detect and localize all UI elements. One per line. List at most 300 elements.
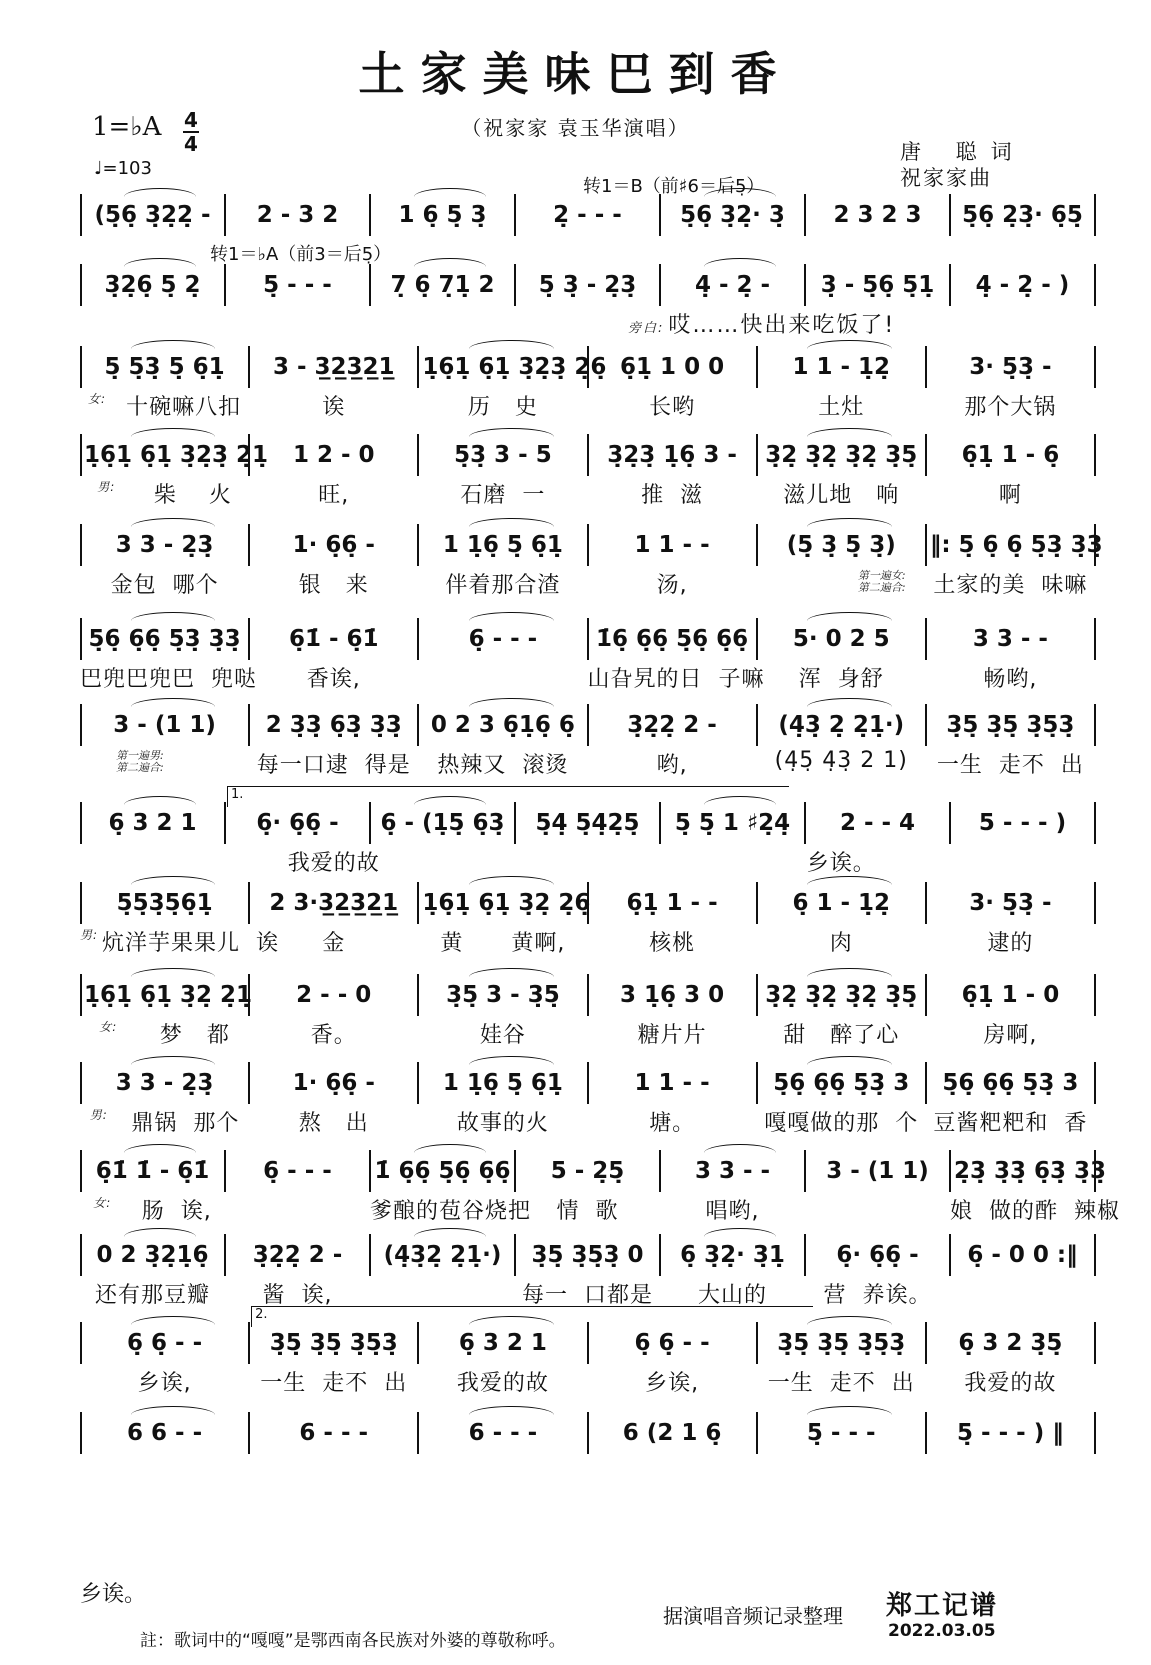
lyric-text: 汤, bbox=[656, 573, 688, 598]
lyric-text: 熬 出 bbox=[298, 1111, 369, 1136]
measure: (5̣6̣ 3̣2̣2̣ - bbox=[94, 202, 211, 228]
measure: 3 - 3̲2̲3̲2̲1̲ bbox=[272, 354, 395, 380]
lyric-segment bbox=[225, 1278, 370, 1309]
barline bbox=[224, 1150, 226, 1192]
measure: 0 2 3̣2̣1̣6̣ bbox=[96, 1242, 209, 1268]
volta-bracket: 2. bbox=[251, 1306, 813, 1327]
lyric-text: 肠 诶, bbox=[141, 1199, 212, 1224]
barline bbox=[659, 194, 661, 236]
lyric-segment bbox=[660, 1194, 805, 1225]
lyric-segment bbox=[757, 390, 926, 421]
lyric-segment bbox=[926, 748, 1095, 779]
singer-role: 男: bbox=[97, 480, 116, 494]
barline bbox=[514, 802, 516, 844]
measure: 6̣ 1 - 1̣2̣ bbox=[792, 890, 891, 916]
singer-role: 女: bbox=[88, 392, 107, 406]
barline bbox=[417, 882, 419, 924]
barline bbox=[925, 974, 927, 1016]
barline bbox=[804, 802, 806, 844]
measure: 5̣ 3̣ - 2̣3̣ bbox=[538, 272, 637, 298]
measure: 3̣5̣ 3̣5̣ 3̣5̣3̣ bbox=[777, 1330, 906, 1356]
barline bbox=[80, 1322, 82, 1364]
barline bbox=[248, 618, 250, 660]
lyric-segment bbox=[80, 1366, 249, 1397]
lyric-segment bbox=[757, 478, 926, 509]
measure: 2 3 2 3 bbox=[833, 202, 922, 228]
singer-role: 女: bbox=[93, 1196, 112, 1210]
lyric-segment bbox=[926, 1018, 1095, 1049]
measure: 3̣ - 5̣6̣ 5̣1̣ bbox=[820, 272, 935, 298]
barline bbox=[80, 264, 82, 306]
notes-line bbox=[80, 880, 1095, 926]
source-note: 据演唱音频记录整理 bbox=[663, 1604, 843, 1628]
slur-mark bbox=[131, 876, 216, 885]
slur-mark bbox=[469, 968, 554, 977]
barline bbox=[1094, 1412, 1096, 1454]
slur-mark bbox=[131, 968, 216, 977]
barline bbox=[80, 704, 82, 746]
measure: 5̣ - - - ) ‖ bbox=[957, 1420, 1064, 1446]
transcription-date: 2022.03.05 bbox=[888, 1621, 996, 1641]
measure: 2 - - 4 bbox=[839, 810, 916, 836]
measure: 6̣ 3 2 1 bbox=[458, 1330, 547, 1356]
barline bbox=[756, 434, 758, 476]
key-signature: 1=♭A bbox=[92, 112, 162, 142]
lyric-text: 伴着那合渣 bbox=[445, 573, 561, 598]
measure: 1̣6̣1̣ 6̣1̣ 3̣2̣ 2̣1̣ bbox=[84, 982, 253, 1008]
lyric-segment bbox=[80, 1194, 225, 1225]
lyric-text: 我爱的故 bbox=[287, 851, 380, 876]
notes-line bbox=[80, 972, 1095, 1018]
measure: 4̣ - 2̣ - ) bbox=[975, 272, 1070, 298]
measure: 6̣ 3 2 3̣5̣ bbox=[958, 1330, 1063, 1356]
measure: 2 3·3̲2̲3̲2̲1̲ bbox=[269, 890, 399, 916]
lyric-segment bbox=[370, 1194, 532, 1225]
narration-role: 旁白: bbox=[628, 321, 665, 336]
barline bbox=[587, 618, 589, 660]
lyricist-credit: 唐 聪词 bbox=[900, 140, 1026, 164]
barline bbox=[224, 194, 226, 236]
measure: 6 - - - bbox=[468, 1420, 538, 1446]
barline bbox=[756, 704, 758, 746]
measure: 6̣ - (1̣5̣ 6̣3̣ bbox=[380, 810, 505, 836]
barline bbox=[417, 1322, 419, 1364]
lyric-text: 十碗嘛八扣 bbox=[126, 395, 242, 420]
lyric-segment bbox=[80, 926, 280, 957]
lyric-segment bbox=[757, 748, 926, 773]
lyric-text: 黄 黄啊, bbox=[440, 931, 566, 956]
barline bbox=[1094, 1322, 1096, 1364]
barline bbox=[80, 1150, 82, 1192]
barline bbox=[224, 264, 226, 306]
lyric-segment bbox=[660, 1278, 805, 1309]
barline bbox=[925, 704, 927, 746]
barline bbox=[587, 1412, 589, 1454]
slur-mark bbox=[131, 428, 216, 437]
slur-mark bbox=[124, 258, 197, 267]
barline bbox=[587, 882, 589, 924]
lyric-text: 山旮旯的日 子嘛 bbox=[587, 667, 765, 692]
lyric-segment bbox=[418, 1366, 587, 1397]
measure: 3̣2̣ 3̣2̣ 3̣2̣ 3̣5̣ bbox=[765, 982, 918, 1008]
lyric-text: 娘 做的酢 辣椒 bbox=[950, 1199, 1120, 1224]
barline bbox=[417, 1062, 419, 1104]
barline bbox=[659, 802, 661, 844]
lyric-text: (4̣5̣ 4̣3̣ 2 1) bbox=[774, 748, 908, 773]
tempo-marking: ♩=103 bbox=[94, 158, 152, 179]
measure: 5̣4̣ 5̣4̣2̣5̣ bbox=[535, 810, 640, 836]
barline bbox=[1094, 704, 1096, 746]
measure: 5̣ - - - bbox=[263, 272, 332, 298]
lyric-segment bbox=[588, 748, 757, 779]
lyric-text: 我爱的故 bbox=[964, 1371, 1057, 1396]
slur-mark bbox=[704, 1228, 777, 1237]
lyric-text: 香诶, bbox=[306, 667, 361, 692]
lyric-text: 旺, bbox=[318, 483, 350, 508]
singer-role: 男: bbox=[80, 928, 99, 942]
barline bbox=[949, 264, 951, 306]
slur-mark bbox=[807, 518, 892, 527]
lyric-text: 巴兜巴兜巴 兜哒 bbox=[80, 667, 257, 692]
measure: 5̣ 5̣ 1 ♯2̣4̣ bbox=[674, 810, 791, 836]
notes-line bbox=[80, 432, 1095, 478]
measure: 1̇6̣ 6̣6̣ 5̣6̣ 6̣6̣ bbox=[596, 626, 749, 652]
lyric-segment bbox=[249, 478, 418, 509]
measure: 3 3 - - bbox=[694, 1158, 771, 1184]
barline bbox=[756, 1412, 758, 1454]
slur-mark bbox=[807, 428, 892, 437]
barline bbox=[587, 524, 589, 566]
barline bbox=[80, 1234, 82, 1276]
measure: 6 6 - - bbox=[127, 1420, 203, 1446]
lyric-segment bbox=[418, 1106, 587, 1137]
lyric-segment bbox=[926, 1106, 1095, 1137]
barline bbox=[514, 1150, 516, 1192]
barline bbox=[804, 1150, 806, 1192]
measure: 0 2 3 6̣1̣6̣ 6̣ bbox=[430, 712, 575, 738]
slur-mark bbox=[469, 876, 554, 885]
lyric-text: 甜 醉了心 bbox=[783, 1023, 900, 1048]
lyric-segment bbox=[249, 1018, 418, 1049]
lyric-text: 啊 bbox=[998, 483, 1022, 508]
lyric-text: 乡诶, bbox=[137, 1371, 192, 1396]
barline bbox=[417, 524, 419, 566]
measure: 3 3 - - bbox=[972, 626, 1048, 652]
slur-mark bbox=[469, 518, 554, 527]
measure: 6̣1̣ 1 - - bbox=[626, 890, 718, 916]
lyric-segment bbox=[249, 662, 418, 693]
barline bbox=[248, 882, 250, 924]
lyric-text: 金 bbox=[322, 931, 346, 956]
measure: 4̣ - 2̣ - bbox=[694, 272, 771, 298]
measure: 2 3̣3̣ 6̣3̣ 3̣3̣ bbox=[265, 712, 402, 738]
lyric-segment bbox=[588, 1106, 757, 1137]
measure: 1̇ 6̣6̣ 5̣6̣ 6̣6̣ bbox=[374, 1158, 511, 1184]
measure: 6 - - - bbox=[299, 1420, 369, 1446]
lyric-text: 娃谷 bbox=[479, 1023, 526, 1048]
slur-mark bbox=[807, 968, 892, 977]
measure: 3̣2̣2̣ 2 - bbox=[627, 712, 717, 738]
measure: 3 3 - 2̣3̣ bbox=[115, 532, 214, 558]
lyric-segment bbox=[418, 748, 587, 779]
barline bbox=[949, 1150, 951, 1192]
barline bbox=[925, 434, 927, 476]
barline bbox=[1094, 194, 1096, 236]
lyric-segment bbox=[249, 926, 418, 957]
transcriber-brand: 郑工记谱 bbox=[886, 1591, 999, 1621]
barline bbox=[756, 974, 758, 1016]
lyric-text: 肉 bbox=[829, 931, 853, 956]
measure: 6̣· 6̣6̣ - bbox=[256, 810, 339, 836]
measure: 6̣1̣ 1 - 0 bbox=[961, 982, 1060, 1008]
lyric-text: 逮的 bbox=[987, 931, 1034, 956]
barline bbox=[80, 1412, 82, 1454]
slur-mark bbox=[414, 1228, 487, 1237]
measure: 6̣ 3 2 1 bbox=[108, 810, 197, 836]
barline bbox=[417, 704, 419, 746]
time-signature bbox=[183, 110, 199, 154]
lyric-text: 柴 火 bbox=[153, 483, 232, 508]
barline bbox=[1094, 974, 1096, 1016]
slur-mark bbox=[124, 188, 197, 197]
measure: 3̣2̣ 3̣2̣ 3̣2̣ 3̣5̣ bbox=[765, 442, 918, 468]
measure: 6̣ 6̣ - - bbox=[127, 1330, 203, 1356]
lyric-segment bbox=[926, 390, 1095, 421]
slur-mark bbox=[807, 1406, 892, 1415]
lyric-segment bbox=[588, 568, 757, 599]
lyric-segment bbox=[588, 926, 757, 957]
barline bbox=[369, 1234, 371, 1276]
measure: 6̣· 6̣6̣ - bbox=[836, 1242, 919, 1268]
measure: 6̣1̣ 1 0 0 bbox=[620, 354, 725, 380]
lyric-text: 土灶 bbox=[818, 395, 865, 420]
measure: 5̣ - - - bbox=[806, 1420, 876, 1446]
lyric-segment bbox=[418, 390, 587, 421]
barline bbox=[369, 802, 371, 844]
slur-mark bbox=[131, 1056, 216, 1065]
barline bbox=[756, 1062, 758, 1104]
lyric-segment bbox=[588, 1018, 757, 1049]
measure: 3· 5̣3̣ - bbox=[969, 354, 1052, 380]
barline bbox=[925, 882, 927, 924]
lyric-segment bbox=[80, 478, 249, 509]
slur-mark bbox=[807, 612, 892, 621]
barline bbox=[417, 346, 419, 388]
slur-mark bbox=[131, 340, 216, 349]
lyric-segment bbox=[926, 662, 1095, 693]
lyric-text: 长哟 bbox=[649, 395, 696, 420]
measure: 1̣6̣1̣ 6̣1̣ 3̣2̣3̣ 2̣1̣ bbox=[84, 442, 269, 468]
lyric-segment bbox=[80, 1106, 249, 1137]
lyric-segment bbox=[926, 568, 1095, 599]
barline bbox=[248, 1412, 250, 1454]
measure: 2̣3̣ 3̣3̣ 6̣3̣ 3̣3̣ bbox=[954, 1158, 1107, 1184]
lyric-text: 每一 口都是 bbox=[522, 1283, 653, 1308]
lyric-text: 情 歌 bbox=[556, 1199, 619, 1224]
lyric-segment bbox=[757, 1366, 926, 1397]
measure: 5̣6̣ 6̣6̣ 5̣3̣ 3 bbox=[773, 1070, 910, 1096]
lyric-text: 土家的美 味嘛 bbox=[933, 573, 1088, 598]
barline bbox=[1094, 618, 1096, 660]
barline bbox=[659, 1150, 661, 1192]
lyric-text: 豆酱粑粑和 香 bbox=[933, 1111, 1088, 1136]
lyric-text: 那个大锅 bbox=[964, 395, 1057, 420]
lyric-text: 哟, bbox=[656, 753, 688, 778]
measure: 3 - (1 1) bbox=[826, 1158, 929, 1184]
barline bbox=[248, 704, 250, 746]
measure: 6̣1̣ 1 - 6̣ bbox=[961, 442, 1060, 468]
notes-line bbox=[80, 1148, 1107, 1194]
measure: 3̣2̣3̣ 1̣6̣ 3 - bbox=[607, 442, 737, 468]
barline bbox=[1094, 1062, 1096, 1104]
modulation-1: 转1＝B（前♯6＝后5̣） bbox=[583, 176, 765, 197]
singer-role: 男: bbox=[89, 1108, 108, 1122]
lyric-segment bbox=[757, 926, 926, 957]
barline bbox=[925, 1062, 927, 1104]
measure: 6̣1̇ 1̇ - 6̣1̇ bbox=[95, 1158, 210, 1184]
barline bbox=[756, 1322, 758, 1364]
lyric-segment bbox=[249, 1366, 418, 1397]
lyric-text: 金包 哪个 bbox=[110, 573, 219, 598]
barline bbox=[587, 1062, 589, 1104]
barline bbox=[756, 882, 758, 924]
barline bbox=[224, 1234, 226, 1276]
measure: 3̣2̣6̣ 5̣ 2̣ bbox=[104, 272, 201, 298]
measure: 5̣6̣ 6̣6̣ 5̣3̣ 3 bbox=[942, 1070, 1079, 1096]
lyric-text: 核桃 bbox=[649, 931, 696, 956]
barline bbox=[804, 264, 806, 306]
lyric-segment bbox=[587, 662, 765, 693]
lyric-segment bbox=[80, 568, 249, 599]
barline bbox=[925, 1322, 927, 1364]
barline bbox=[369, 194, 371, 236]
barline bbox=[925, 1412, 927, 1454]
lyric-text: 一生 走不 出 bbox=[936, 753, 1084, 778]
barline bbox=[224, 802, 226, 844]
lyric-text: 塘。 bbox=[649, 1111, 696, 1136]
notes-line bbox=[80, 262, 1095, 308]
lyric-segment bbox=[418, 926, 587, 957]
measure: 2 - - 0 bbox=[296, 982, 372, 1008]
lyric-text: 浑 身舒 bbox=[798, 667, 884, 692]
measure: 1 1̣6̣ 5̣ 6̣1̣ bbox=[442, 1070, 563, 1096]
slur-mark bbox=[807, 340, 892, 349]
barline bbox=[80, 802, 82, 844]
lyric-segment bbox=[588, 478, 757, 509]
lyric-text: 嘎嘎做的那 个 bbox=[764, 1111, 919, 1136]
measure: 5̣3̣ 3 - 5 bbox=[454, 442, 552, 468]
performer-subtitle: （祝家家 袁玉华演唱） bbox=[461, 116, 690, 140]
measure: (4̣3̣2̣ 2̣1̣·) bbox=[383, 1242, 502, 1268]
measure: 5̣6̣ 2̣3̣· 6̣5̣ bbox=[962, 202, 1083, 228]
lyric-text: 炕洋芋果果儿 诶 bbox=[102, 931, 280, 956]
measure: 6̣ - - - bbox=[263, 1158, 332, 1184]
barline bbox=[659, 264, 661, 306]
narration-text: 哎……快出来吃饭了! bbox=[668, 313, 896, 338]
volta-bracket: 1. bbox=[227, 786, 789, 807]
slur-mark bbox=[414, 258, 487, 267]
barline bbox=[1094, 882, 1096, 924]
measure: 6̣1̇ - 6̣1̇ bbox=[288, 626, 379, 652]
barline bbox=[248, 434, 250, 476]
lyric-text: 故事的火 bbox=[456, 1111, 549, 1136]
measure: 5· 0 2 5 bbox=[792, 626, 890, 652]
slur-mark bbox=[469, 698, 554, 707]
measure: 6̣ - 0 0 :‖ bbox=[967, 1242, 1078, 1268]
barline bbox=[369, 264, 371, 306]
measure: 1 1̣6̣ 5̣ 6̣1̣ bbox=[442, 532, 563, 558]
lyric-text: 热辣又 滚烫 bbox=[437, 753, 569, 778]
lyric-segment bbox=[80, 846, 588, 877]
measure: 5̣ 5̣3̣ 5̣ 6̣1̣ bbox=[104, 354, 225, 380]
measure: 5 - - - ) bbox=[978, 810, 1067, 836]
lyric-segment bbox=[80, 390, 249, 421]
slur-mark bbox=[124, 1228, 197, 1237]
lyric-text: 房啊, bbox=[983, 1023, 1038, 1048]
lyric-text: 诶 bbox=[322, 395, 346, 420]
barline bbox=[1094, 1150, 1096, 1192]
barline bbox=[80, 524, 82, 566]
barline bbox=[756, 346, 758, 388]
measure: 5̣6̣ 6̣6̣ 5̣3̣ 3̣3̣ bbox=[88, 626, 241, 652]
slur-mark bbox=[124, 1144, 197, 1153]
lyric-segment bbox=[249, 390, 418, 421]
measure: 1· 6̣6̣ - bbox=[292, 532, 375, 558]
barline bbox=[949, 194, 951, 236]
measure: 6̣ - - - bbox=[468, 626, 538, 652]
barline bbox=[248, 974, 250, 1016]
notes-line bbox=[80, 702, 1095, 748]
measure: 3̣5̣ 3̣5̣3̣ 0 bbox=[531, 1242, 644, 1268]
slur-mark bbox=[704, 258, 777, 267]
barline bbox=[756, 618, 758, 660]
barline bbox=[587, 434, 589, 476]
measure: 2̣ - - - bbox=[553, 202, 622, 228]
slur-mark bbox=[131, 1316, 216, 1325]
slur-mark bbox=[469, 340, 554, 349]
measure: 3 3 - 2̣3̣ bbox=[115, 1070, 214, 1096]
barline bbox=[1094, 524, 1096, 566]
measure: 3 1̣6̣ 3 0 bbox=[620, 982, 725, 1008]
lyric-text: 还有那豆瓣 bbox=[94, 1283, 210, 1308]
lyric-text: 石磨 一 bbox=[460, 483, 546, 508]
barline bbox=[756, 524, 758, 566]
barline bbox=[80, 194, 82, 236]
lyric-text: 我爱的故 bbox=[456, 1371, 549, 1396]
lyric-segment bbox=[926, 1366, 1095, 1397]
lyric-segment bbox=[926, 478, 1095, 509]
measure: (5̣ 3̣ 5̣ 3̣) bbox=[786, 532, 896, 558]
lyric-segment bbox=[80, 1278, 225, 1309]
barline bbox=[514, 1234, 516, 1276]
measure: 1 1 - - bbox=[634, 532, 710, 558]
barline bbox=[80, 346, 82, 388]
narration-line bbox=[628, 308, 895, 339]
notes-line bbox=[80, 616, 1095, 662]
barline bbox=[417, 434, 419, 476]
notes-line bbox=[80, 1060, 1095, 1106]
barline bbox=[804, 194, 806, 236]
lyric-segment bbox=[249, 1106, 418, 1137]
barline bbox=[248, 1062, 250, 1104]
lyric-segment bbox=[80, 662, 257, 693]
barline bbox=[80, 434, 82, 476]
measure: 5̣5̣3̣5̣6̣1̣ bbox=[116, 890, 213, 916]
slur-mark bbox=[131, 612, 216, 621]
lyric-text: 乡诶, bbox=[645, 1371, 700, 1396]
barline bbox=[248, 1322, 250, 1364]
slur-mark bbox=[131, 698, 216, 707]
